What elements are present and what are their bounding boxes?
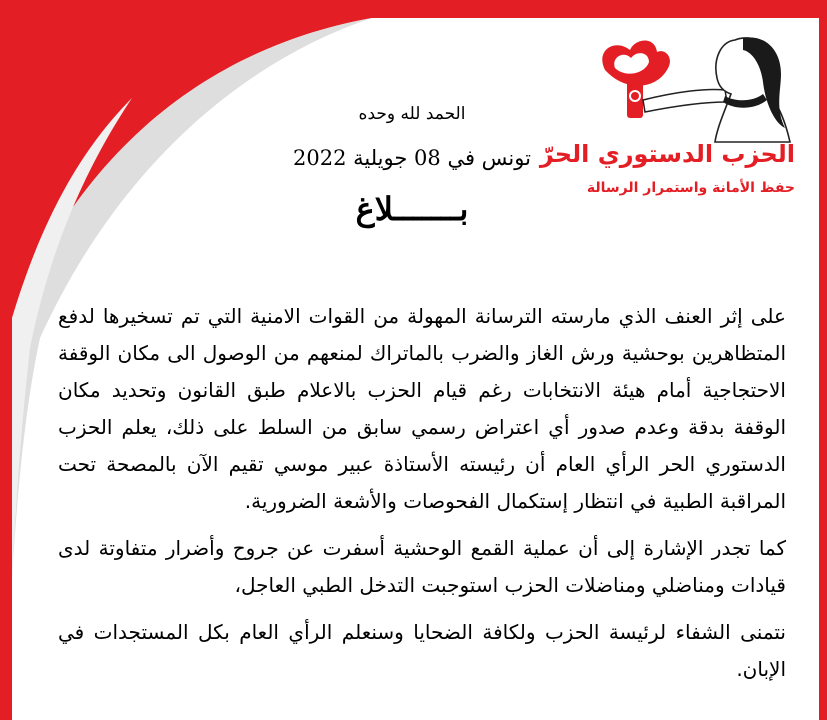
party-slogan: حفظ الأمانة واستمرار الرسالة [586,180,795,196]
paragraph-1: على إثر العنف الذي مارسته الترسانة المهولة من القوات الامنية التي تم تسخيرها لدفع المتظاهرين بوحشية ورش الغاز والضرب بالماتراك لمنعهم من الوصول الى مكان الوقفة الاحتجاجية أمام هيئة الانتخابات رغم قيام الحزب بالاعلام طبق القانون وتحديد مكان الوقفة بدقة وعدم صدور أي اعتراض رسمي سابق من السلط على ذلك، يعلم الحزب الدستوري الحر الرأي العام أن رئيسته الأستاذة عبير موسي تقيم الآن بالمصحة تحت المراقبة الطبية في انتظار إستكمال الفحوصات والأشعة الضرورية. [58,304,786,513]
statement-body [58,298,786,698]
opening-phrase: الحمد لله وحده [358,104,466,124]
dateline: تونس في 08 جويلية 2022 [293,146,531,170]
party-logo [539,30,795,220]
torch-bearer-icon [585,30,795,145]
party-name: الحزب الدستوري الحرّ [539,140,795,168]
paragraph-2: كما تجدر الإشارة إلى أن عملية القمع الوحشية أسفرت عن جروح وأضرار متفاوتة لدى قيادات ومناضلي ومناضلات الحزب استوجبت التدخل الطبي العاجل، [58,536,786,597]
document-title: بـــــــلاغ [355,190,469,228]
document-page [12,18,819,720]
paragraph-3: نتمنى الشفاء لرئيسة الحزب ولكافة الضحايا وسنعلم الرأي العام بكل المستجدات في الإبان. [58,620,786,681]
